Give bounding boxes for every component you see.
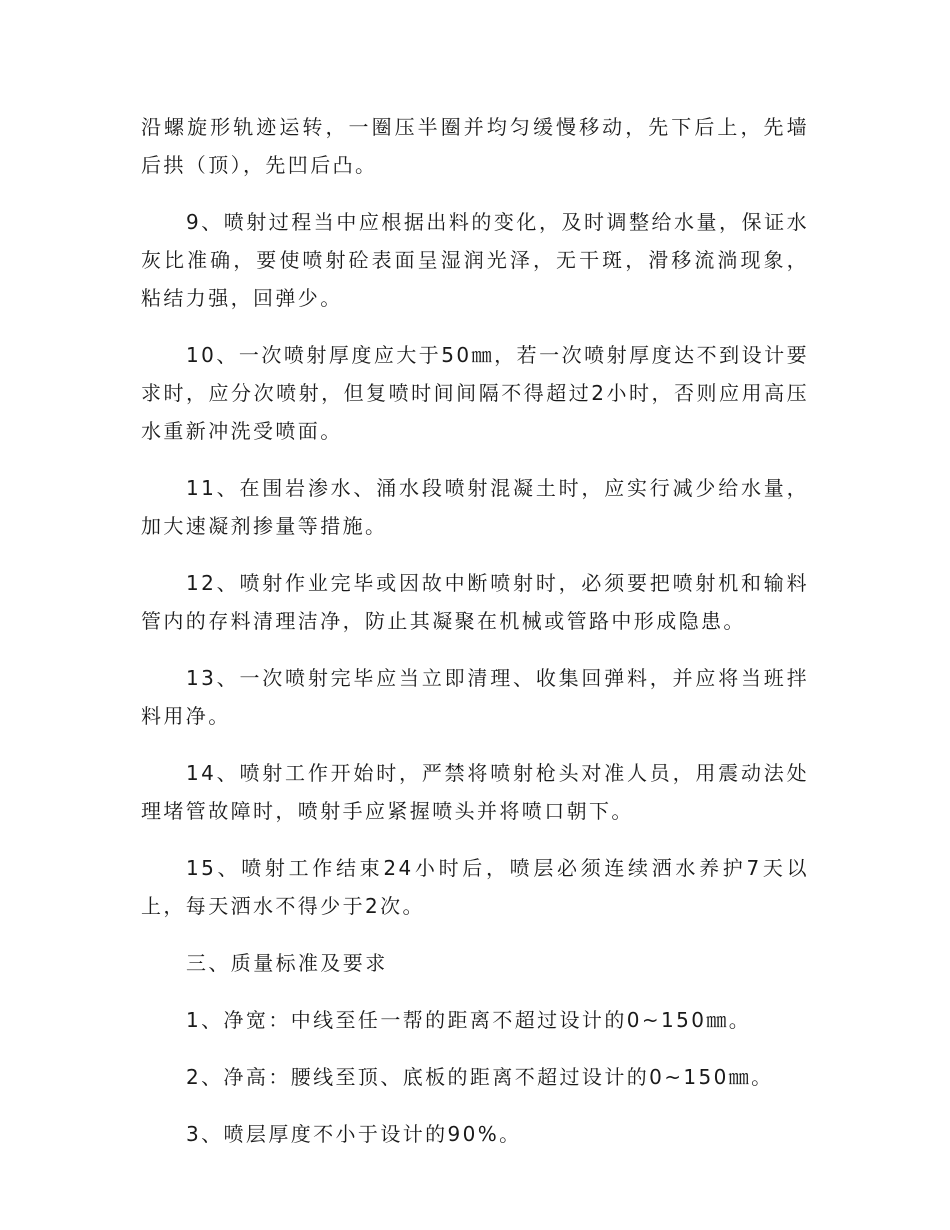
quality-item-3: 3、喷层厚度不小于设计的90%。 <box>186 1122 522 1146</box>
document-body <box>141 108 809 1172</box>
paragraph-item-9: 9、喷射过程当中应根据出料的变化，及时调整给水量，保证水灰比准确，要使喷射砼表面呈湿润光泽，无干斑，滑移流淌现象，粘结力强，回弹少。 <box>141 210 809 310</box>
paragraph-item-10: 10、一次喷射厚度应大于50㎜，若一次喷射厚度达不到设计要求时，应分次喷射，但复喷时间间隔不得超过2小时，否则应用高压水重新冲洗受喷面。 <box>141 343 809 443</box>
paragraph-item-15: 15、喷射工作结束24小时后，喷层必须连续洒水养护7天以上，每天洒水不得少于2次。 <box>141 856 809 918</box>
paragraph-item-11: 11、在围岩渗水、涌水段喷射混凝土时，应实行减少给水量，加大速凝剂掺量等措施。 <box>141 476 809 538</box>
paragraph-item-13: 13、一次喷射完毕应当立即清理、收集回弹料，并应将当班拌料用净。 <box>141 666 809 728</box>
paragraph-item-14: 14、喷射工作开始时，严禁将喷射枪头对准人员，用震动法处理堵管故障时，喷射手应紧握喷头并将喷口朝下。 <box>141 761 809 823</box>
quality-item-1: 1、净宽：中线至任一帮的距离不超过设计的0~150㎜。 <box>186 1008 752 1032</box>
section-heading-quality-standards: 三、质量标准及要求 <box>186 951 388 975</box>
quality-item-2: 2、净高：腰线至顶、底板的距离不超过设计的0~150㎜。 <box>186 1065 774 1089</box>
paragraph-item-12: 12、喷射作业完毕或因故中断喷射时，必须要把喷射机和输料管内的存料清理洁净，防止其凝聚在机械或管路中形成隐患。 <box>141 571 809 633</box>
paragraph-continuation: 沿螺旋形轨迹运转，一圈压半圈并均匀缓慢移动，先下后上，先墙后拱（顶），先凹后凸。 <box>141 115 809 177</box>
